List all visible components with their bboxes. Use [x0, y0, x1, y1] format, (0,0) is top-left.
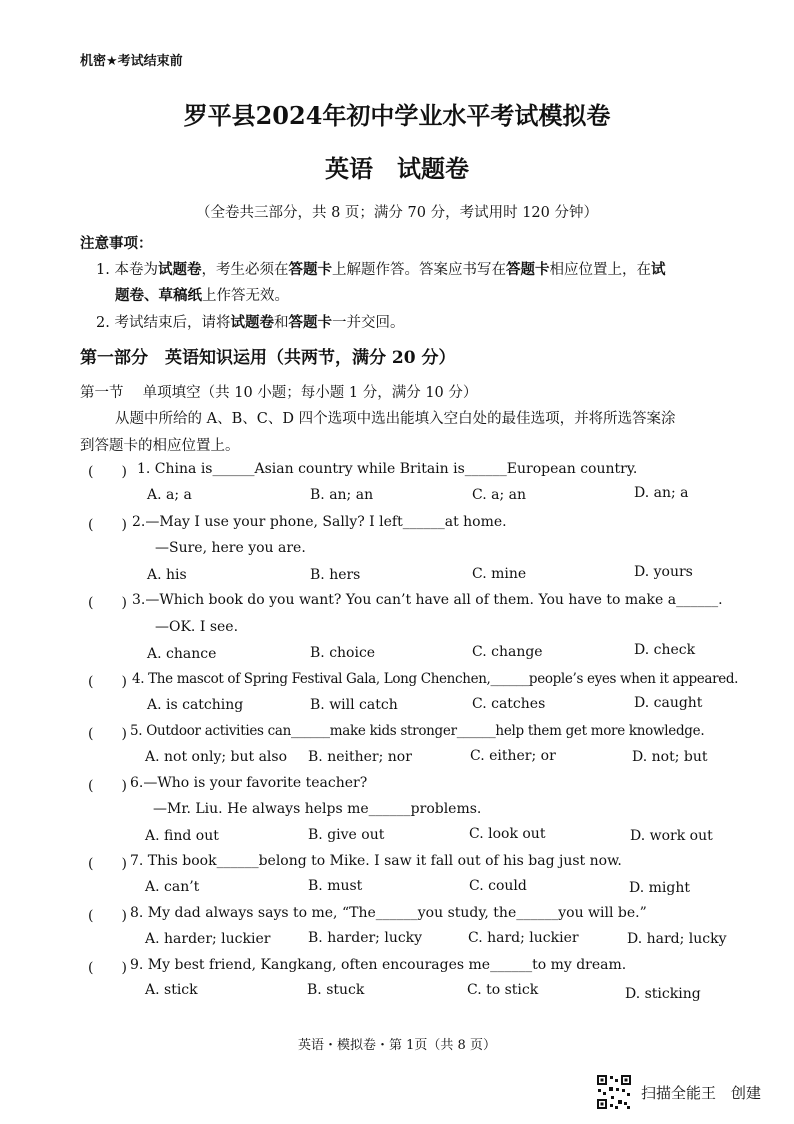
- answer-bracket: ( ): [88, 856, 127, 872]
- scanner-brand: 扫描全能王 创建: [641, 1084, 762, 1102]
- question-stem: 8. My dad always says to me, “The______you study, the______you will be.”: [130, 905, 647, 921]
- option-c: C. look out: [469, 826, 546, 842]
- option-c: C. could: [469, 878, 527, 894]
- question-stem: 7. This book______belong to Mike. I saw it fall out of his bag just now.: [130, 853, 622, 869]
- answer-bracket: ( ): [88, 674, 127, 690]
- question-reply: —Mr. Liu. He always helps me______problems.: [153, 801, 482, 817]
- option-c: C. to stick: [467, 982, 539, 998]
- option-b: B. give out: [308, 827, 385, 843]
- answer-bracket: ( ): [88, 908, 127, 924]
- note-1-text: ，考生必须在: [201, 262, 289, 278]
- option-b: B. harder; lucky: [308, 930, 423, 946]
- option-b: B. hers: [310, 567, 361, 583]
- question-stem: 6.—Who is your favorite teacher?: [130, 775, 368, 791]
- question-stem: 4. The mascot of Spring Festival Gala, Long Chenchen,______people’s eyes when it appeared.: [132, 671, 739, 687]
- option-a: A. harder; luckier: [145, 931, 271, 947]
- option-a: A. chance: [147, 646, 217, 662]
- note-1-text: 上作答无效。: [202, 288, 289, 304]
- option-c: C. catches: [472, 696, 546, 712]
- answer-bracket: ( ): [88, 464, 127, 480]
- note-1-text: 上解题作答。答案应书写在: [331, 262, 506, 278]
- question-stem: 2.—May I use your phone, Sally? I left______at home.: [132, 514, 507, 530]
- option-d: D. caught: [634, 695, 703, 711]
- option-d: D. hard; lucky: [627, 931, 727, 947]
- note-1: [96, 258, 665, 279]
- option-c: C. a; an: [472, 487, 526, 503]
- answer-bracket: ( ): [88, 726, 127, 742]
- option-b: B. choice: [310, 645, 376, 661]
- note-1-text: 相应位置上，在: [549, 262, 651, 278]
- note-2-bold: 答题卡: [288, 314, 332, 331]
- option-c: C. mine: [472, 566, 527, 582]
- answer-bracket: ( ): [88, 595, 127, 611]
- option-a: A. a; a: [147, 487, 192, 503]
- option-d: D. an; a: [634, 485, 689, 501]
- question-reply: —OK. I see.: [155, 619, 239, 635]
- option-d: D. check: [634, 642, 696, 658]
- note-1-bold: 题卷、草稿纸: [115, 287, 202, 304]
- instructions-line-2: 到答题卡的相应位置上。: [80, 438, 240, 454]
- exam-meta: （全卷共三部分，共 8 页；满分 70 分，考试用时 120 分钟）: [195, 205, 598, 221]
- option-b: B. an; an: [310, 487, 374, 503]
- question-stem: 3.—Which book do you want? You can’t have all of them. You have to make a______.: [132, 592, 723, 608]
- exam-title: 罗平县2024年初中学业水平考试模拟卷: [183, 101, 611, 130]
- option-c: C. change: [472, 644, 543, 660]
- option-a: A. is catching: [147, 697, 244, 713]
- option-d: D. not; but: [632, 749, 708, 765]
- option-c: C. hard; luckier: [468, 930, 579, 946]
- option-a: A. not only; but also: [145, 749, 288, 765]
- exam-subtitle: 英语 试题卷: [325, 154, 469, 183]
- note-1-bold: 答题卡: [505, 261, 550, 278]
- answer-bracket: ( ): [88, 517, 127, 533]
- option-d: D. yours: [634, 564, 693, 580]
- part-1-heading: 第一部分 英语知识运用（共两节，满分 20 分）: [80, 348, 456, 368]
- page-footer: 英语・模拟卷・第 1页（共 8 页）: [298, 1038, 496, 1053]
- option-a: A. stick: [145, 982, 198, 998]
- option-b: B. neither; nor: [308, 749, 412, 765]
- confidential-label: 机密★考试结束前: [80, 54, 183, 69]
- option-d: D. work out: [630, 828, 713, 844]
- note-2-text: 一并交回。: [331, 315, 405, 331]
- answer-bracket: ( ): [88, 960, 127, 976]
- option-a: A. can’t: [145, 879, 200, 895]
- note-1-bold: 试题卷: [157, 261, 202, 278]
- option-d: D. might: [629, 880, 690, 896]
- section-1-heading: 第一节 单项填空（共 10 小题；每小题 1 分，满分 10 分）: [80, 385, 478, 401]
- answer-bracket: ( ): [88, 778, 127, 794]
- instructions-line-1: 从题中所给的 A、B、C、D 四个选项中选出能填入空白处的最佳选项，并将所选答案涂: [115, 411, 676, 427]
- note-2-text: 和: [273, 315, 289, 331]
- option-d: D. sticking: [625, 986, 701, 1002]
- qr-code-icon: [596, 1074, 632, 1110]
- question-stem: 5. Outdoor activities can______make kids stronger______help them get more knowledge.: [130, 723, 705, 739]
- note-1-bold: 试: [650, 261, 666, 278]
- question-stem: 1. China is______Asian country while Britain is______European country.: [137, 461, 638, 477]
- option-a: A. find out: [145, 828, 219, 844]
- option-b: B. stuck: [307, 982, 365, 998]
- note-1-bold: 答题卡: [288, 261, 332, 278]
- note-2: [96, 311, 404, 332]
- notes-heading: 注意事项：: [80, 236, 153, 252]
- option-b: B. must: [308, 878, 363, 894]
- option-c: C. either; or: [470, 748, 556, 764]
- note-1-line-2: [115, 284, 289, 305]
- note-2-text: 2. 考试结束后，请将: [96, 315, 231, 331]
- question-stem: 9. My best friend, Kangkang, often encourages me______to my dream.: [130, 957, 627, 973]
- question-reply: —Sure, here you are.: [155, 540, 306, 556]
- option-a: A. his: [147, 567, 187, 583]
- note-1-text: 1. 本卷为: [96, 262, 158, 278]
- option-b: B. will catch: [310, 697, 398, 713]
- note-2-bold: 试题卷: [230, 314, 274, 331]
